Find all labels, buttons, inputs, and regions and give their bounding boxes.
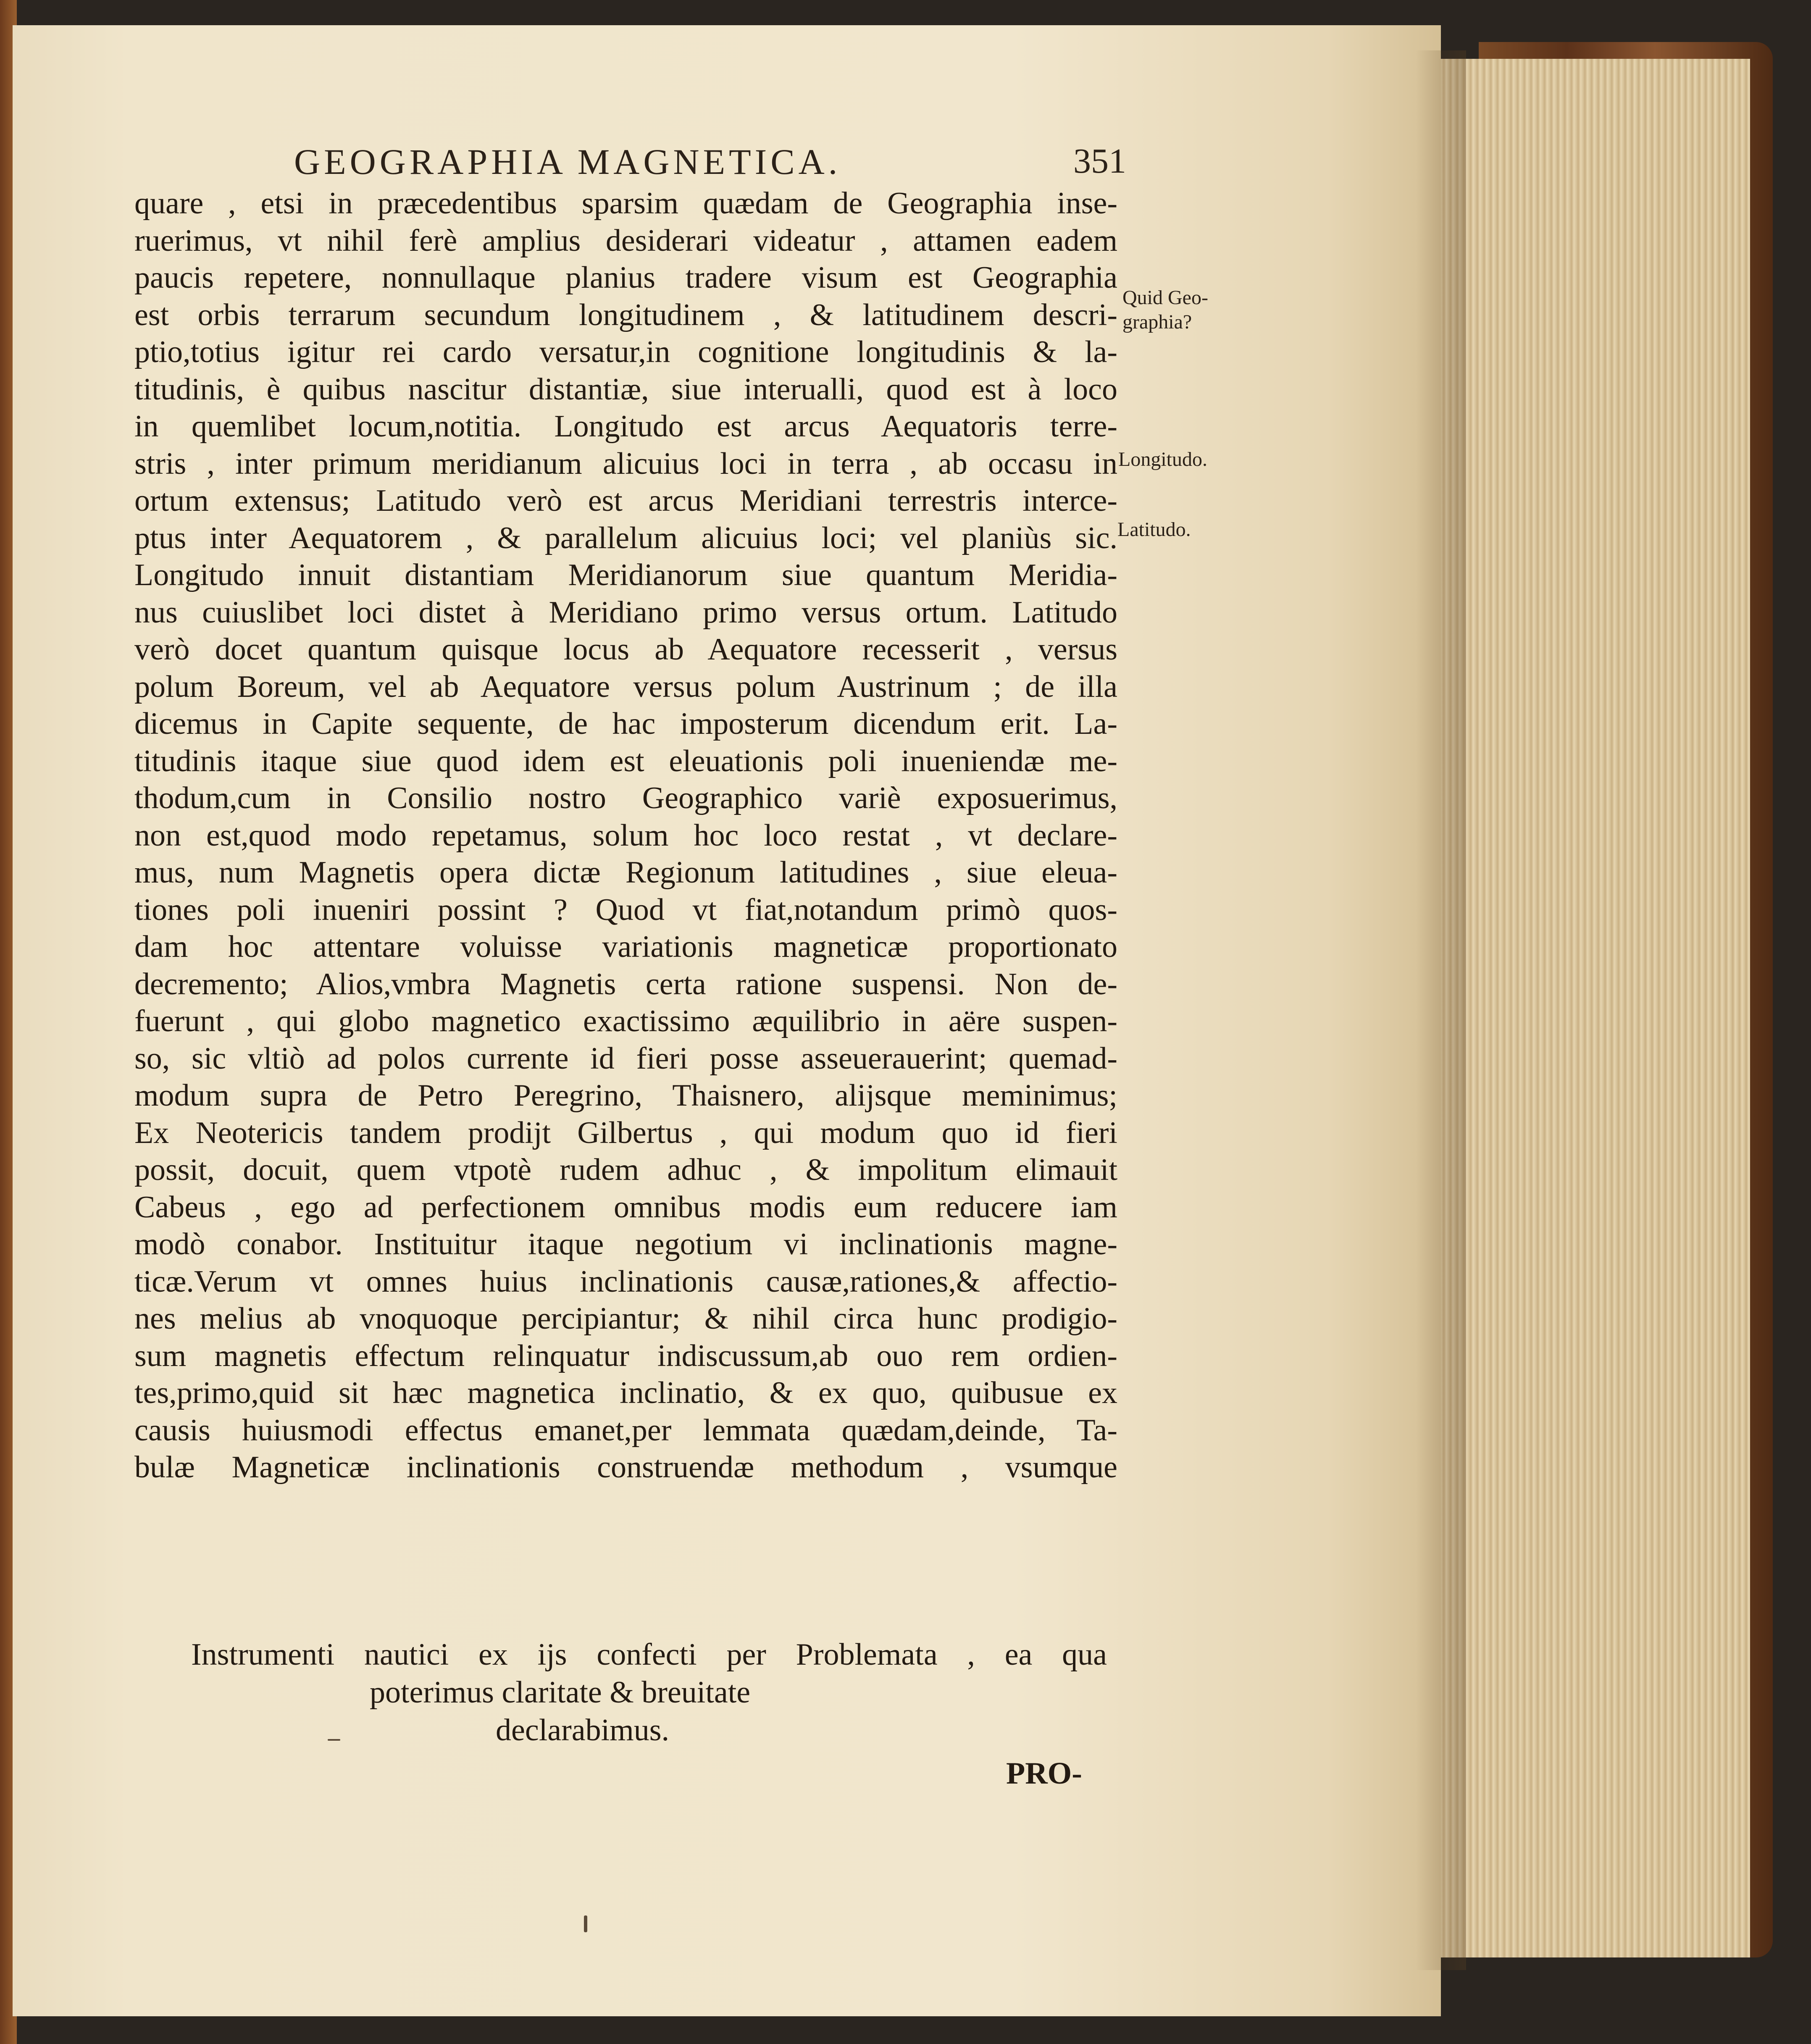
text-line: Longitudo innuit distantiam Meridianorum siue quantum Meridia- xyxy=(134,558,1117,592)
running-head: GEOGRAPHIA MAGNETICA. xyxy=(294,142,841,182)
text-line: stris , inter primum meridianum alicuius loci in terra , ab occasu in xyxy=(134,446,1117,481)
text-line: quare , etsi in præcedentibus sparsim quædam de Geographia inse- xyxy=(134,186,1117,221)
text-line: titudinis itaque siue quod idem est eleuationis poli inueniendæ me- xyxy=(134,744,1117,778)
text-line: paucis repetere, nonnullaque planius tradere visum est Geographia xyxy=(134,260,1117,295)
margin-note-text: Quid Geo- xyxy=(1122,286,1208,309)
text-line: ptio,totius igitur rei cardo versatur,in cognitione longitudinis & la- xyxy=(134,335,1117,369)
text-line: Cabeus , ego ad perfectionem omnibus modis eum reducere iam xyxy=(134,1190,1117,1224)
text-line: dam hoc attentare voluisse variationis magneticæ proportionato xyxy=(134,930,1117,964)
margin-note-longitudo: Longitudo. xyxy=(1118,448,1207,470)
text-line: causis huiusmodi effectus emanet,per lemmata quædam,deinde, Ta- xyxy=(134,1413,1117,1448)
text-line: tiones poli inueniri possint ? Quod vt fiat,notandum primò quos- xyxy=(134,892,1117,927)
closing-line: Instrumenti nautici ex ijs confecti per Problemata , ea qua xyxy=(191,1637,1107,1672)
text-line: fuerunt , qui globo magnetico exactissimo æquilibrio in aëre suspen- xyxy=(134,1004,1117,1038)
text-line: Ex Neotericis tandem prodijt Gilbertus , qui modum quo id fieri xyxy=(134,1115,1117,1150)
text-line: mus, num Magnetis opera dictæ Regionum latitudines , siue eleua- xyxy=(134,855,1117,890)
text-line: ortum extensus; Latitudo verò est arcus Meridiani terrestris interce- xyxy=(134,483,1117,518)
text-line: bulæ Magneticæ inclinationis construendæ methodum , vsumque xyxy=(134,1450,1117,1484)
margin-note-geographia xyxy=(1122,286,1208,334)
catchword: PRO- xyxy=(1006,1756,1082,1791)
text-line: titudinis, è quibus nascitur distantiæ, siue interualli, quod est à loco xyxy=(134,372,1117,407)
paper-speck xyxy=(584,1915,587,1932)
text-line: modum supra de Petro Peregrino, Thaisnero, alijsque meminimus; xyxy=(134,1078,1117,1113)
text-line: non est,quod modo repetamus, solum hoc loco restat , vt declare- xyxy=(134,818,1117,853)
gutter-shadow xyxy=(1416,50,1466,1970)
text-line: modò conabor. Instituitur itaque negotium vi inclinationis magne- xyxy=(134,1227,1117,1261)
text-line: in quemlibet locum,notitia. Longitudo est arcus Aequatoris terre- xyxy=(134,409,1117,444)
text-line: nes melius ab vnoquoque percipiantur; & nihil circa hunc prodigio- xyxy=(134,1301,1117,1336)
paper-speck xyxy=(328,1739,340,1741)
text-line: ticæ.Verum vt omnes huius inclinationis causæ,rationes,& affectio- xyxy=(134,1264,1117,1299)
text-line: sum magnetis effectum relinquatur indiscussum,ab ouo rem ordien- xyxy=(134,1338,1117,1373)
text-line: ruerimus, vt nihil ferè amplius desiderari videatur , attamen eadem xyxy=(134,223,1117,258)
page-edges xyxy=(1437,59,1750,1957)
body-text xyxy=(134,185,1117,1486)
closing-line: declarabimus. xyxy=(496,1713,669,1747)
text-line: possit, docuit, quem vtpotè rudem adhuc , & impolitum elimauit xyxy=(134,1153,1117,1187)
text-line: decremento; Alios,vmbra Magnetis certa ratione suspensi. Non de- xyxy=(134,967,1117,1001)
text-line: est orbis terrarum secundum longitudinem , & latitudinem descri- xyxy=(134,297,1117,332)
text-line: verò docet quantum quisque locus ab Aequatore recesserit , versus xyxy=(134,632,1117,667)
margin-note-latitudo: Latitudo. xyxy=(1117,518,1191,541)
text-line: nus cuiuslibet loci distet à Meridiano primo versus ortum. Latitudo xyxy=(134,595,1117,630)
text-line: so, sic vltiò ad polos currente id fieri posse asseuerauerint; quemad- xyxy=(134,1041,1117,1076)
text-line: tes,primo,quid sit hæc magnetica inclinatio, & ex quo, quibusue ex xyxy=(134,1376,1117,1410)
text-line: ptus inter Aequatorem , & parallelum alicuius loci; vel planiùs sic. xyxy=(134,520,1117,555)
text-line: polum Boreum, vel ab Aequatore versus polum Austrinum ; de illa xyxy=(134,669,1117,704)
page-number: 351 xyxy=(1073,142,1126,181)
closing-line: poterimus claritate & breuitate xyxy=(370,1675,751,1710)
margin-note-text: graphia? xyxy=(1122,311,1192,333)
text-line: dicemus in Capite sequente, de hac imposterum dicendum erit. La- xyxy=(134,707,1117,741)
text-line: thodum,cum in Consilio nostro Geographico variè exposuerimus, xyxy=(134,781,1117,815)
